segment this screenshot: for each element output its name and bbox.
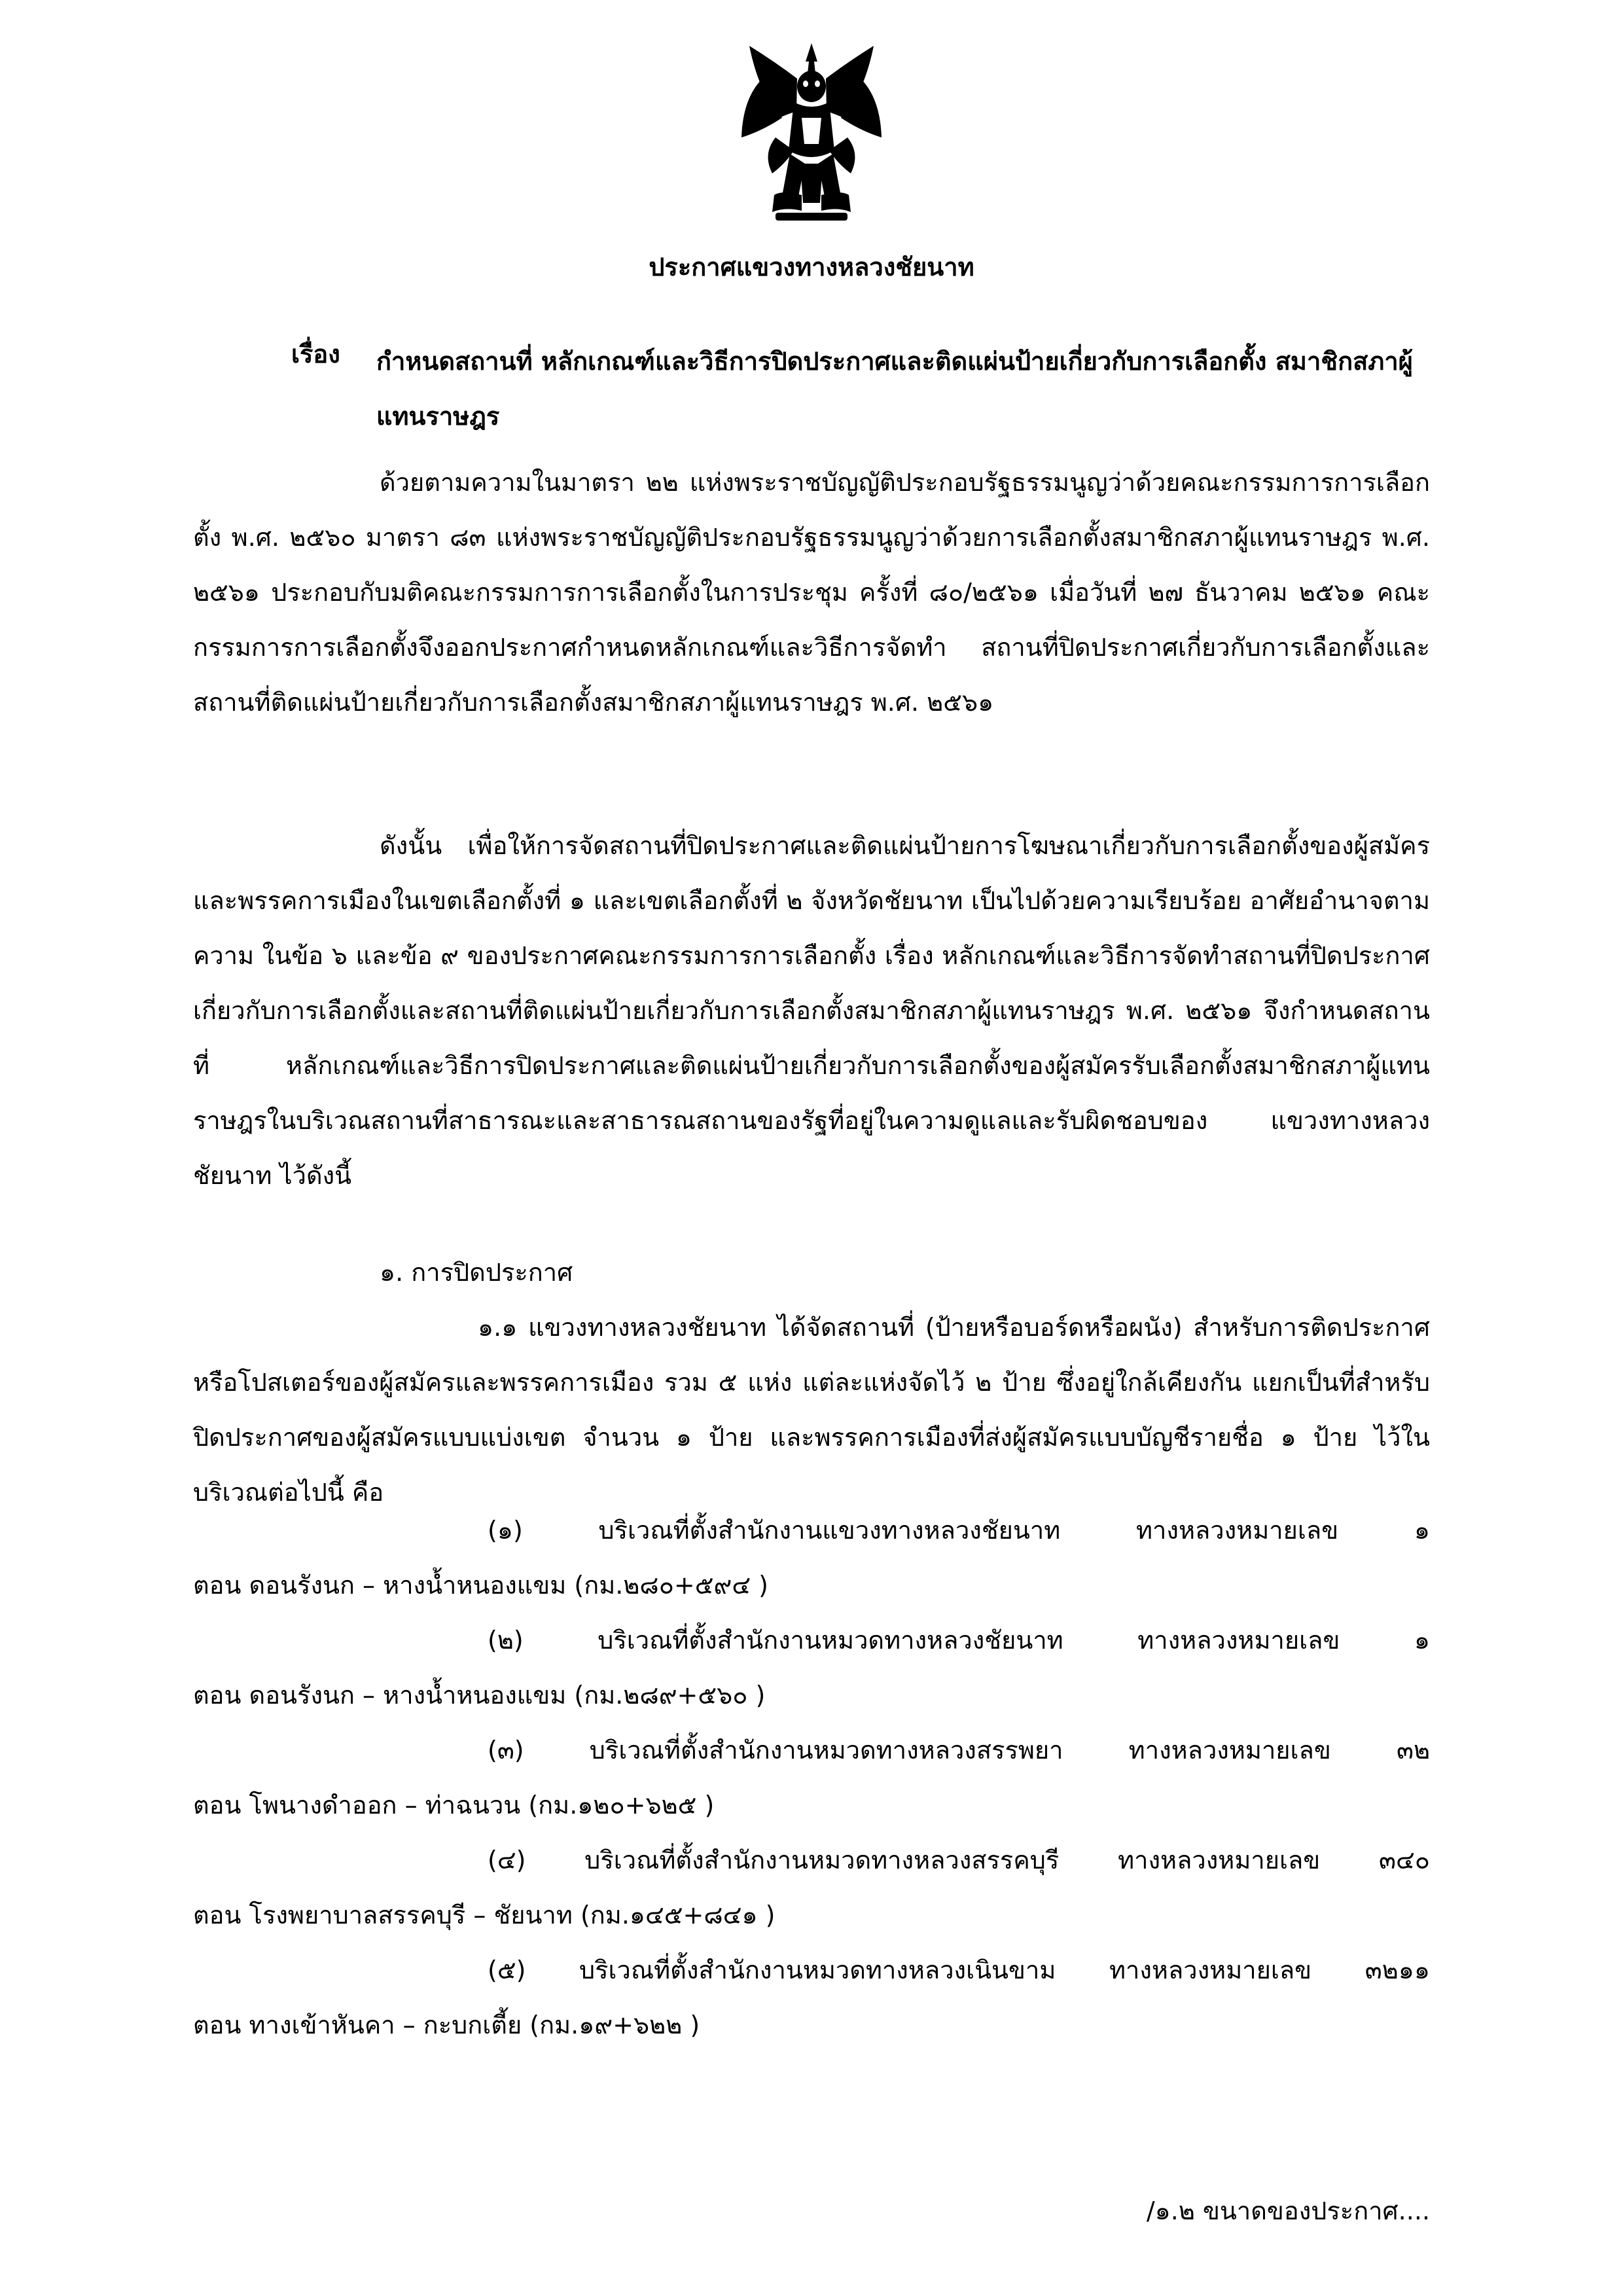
subject-text: กำหนดสถานที่ หลักเกณฑ์และวิธีการปิดประกาศและติดแผ่นป้ายเกี่ยวกับการเลือกตั้ง สมาชิกสภาผู้แทนราษฎร bbox=[376, 347, 1413, 431]
location-item bbox=[193, 1503, 1430, 1613]
location-line-2: ตอน ดอนรังนก – หางน้ำหนองแขม (กม.๒๘๐+๕๙๔ ) bbox=[193, 1571, 769, 1600]
subject-label: เรื่อง bbox=[291, 340, 340, 368]
location-item bbox=[193, 1613, 1430, 1723]
continuation-note: /๑.๒ ขนาดของประกาศ.... bbox=[1146, 2197, 1430, 2225]
garuda-emblem-icon bbox=[736, 39, 887, 229]
location-item bbox=[193, 1943, 1430, 2053]
location-line-1: (๕) บริเวณที่ตั้งสำนักงานหมวดทางหลวงเนินขาม ทางหลวงหมายเลข ๓๒๑๑ bbox=[488, 1956, 1430, 1984]
location-line-2: ตอน โรงพยาบาลสรรคบุรี – ชัยนาท (กม.๑๔๕+๘๔๑ ) bbox=[193, 1901, 776, 1929]
page-title: ประกาศแขวงทางหลวงชัยนาท bbox=[649, 253, 974, 281]
location-line-1: (๑) บริเวณที่ตั้งสำนักงานแขวงทางหลวงชัยนาท ทางหลวงหมายเลข ๑ bbox=[488, 1516, 1430, 1545]
section-1-1: ๑.๑ แขวงทางหลวงชัยนาท ได้จัดสถานที่ (ป้ายหรือบอร์ดหรือผนัง) สำหรับการติดประกาศ หรือโปสเตอร์ของผู้สมัครและพรรคการเมือง รวม ๕ แห่ง แต่ละแห่งจัดไว้ ๒ ป้าย ซึ่งอยู่ใกล้เคียงกัน แยกเป็นที่สำหรับปิดประกาศของผู้สมัครแบบแบ่งเขต จำนวน ๑ ป้าย และพรรคการเมืองที่ส่งผู้สมัครแบบบัญชีรายชื่อ ๑ ป้าย ไว้ในบริเวณต่อไปนี้ คือ bbox=[193, 1313, 1430, 1507]
location-item bbox=[193, 1833, 1430, 1943]
paragraph-purpose: ดังนั้น เพื่อให้การจัดสถานที่ปิดประกาศและติดแผ่นป้ายการโฆษณาเกี่ยวกับการเลือกตั้งของผู้สมัคร และพรรคการเมืองในเขตเลือกตั้งที่ ๑ และเขตเลือกตั้งที่ ๒ จังหวัดชัยนาท เป็นไปด้วยความเรียบร้อย อาศัยอำนาจตามความ ในข้อ ๖ และข้อ ๙ ของประกาศคณะกรรมการการเลือกตั้ง เรื่อง หลักเกณฑ์และวิธีการจัดทำสถานที่ปิดประกาศเกี่ยวกับการเลือกตั้งและสถานที่ติดแผ่นป้ายเกี่ยวกับการเลือกตั้งสมาชิกสภาผู้แทนราษฎร พ.ศ. ๒๕๖๑ จึงกำหนดสถานที่ หลักเกณฑ์และวิธีการปิดประกาศและติดแผ่นป้ายเกี่ยวกับการเลือกตั้งของผู้สมัครรับเลือกตั้งสมาชิกสภาผู้แทนราษฎรในบริเวณสถานที่สาธารณะและสาธารณสถานของรัฐที่อยู่ในความดูแลและรับผิดชอบของ แขวงทางหลวงชัยนาท ไว้ดังนี้ bbox=[193, 831, 1430, 1190]
location-line-1: (๒) บริเวณที่ตั้งสำนักงานหมวดทางหลวงชัยนาท ทางหลวงหมายเลข ๑ bbox=[488, 1626, 1430, 1655]
location-line-2: ตอน โพนางดำออก – ท่าฉนวน (กม.๑๒๐+๖๒๕ ) bbox=[193, 1791, 715, 1820]
location-line-2: ตอน ทางเข้าหันคา – กะบกเตี้ย (กม.๑๙+๖๒๒ ) bbox=[193, 2011, 700, 2039]
paragraph-preamble: ด้วยตามความในมาตรา ๒๒ แห่งพระราชบัญญัติประกอบรัฐธรรมนูญว่าด้วยคณะกรรมการการเลือกตั้ง พ.ศ. ๒๕๖๐ มาตรา ๘๓ แห่งพระราชบัญญัติประกอบรัฐธรรมนูญว่าด้วยการเลือกตั้งสมาชิกสภาผู้แทนราษฎร พ.ศ. ๒๕๖๑ ประกอบกับมติคณะกรรมการการเลือกตั้งในการประชุม ครั้งที่ ๘๐/๒๕๖๑ เมื่อวันที่ ๒๗ ธันวาคม ๒๕๖๑ คณะกรรมการการเลือกตั้งจึงออกประกาศกำหนดหลักเกณฑ์และวิธีการจัดทำ สถานที่ปิดประกาศเกี่ยวกับการเลือกตั้งและสถานที่ติดแผ่นป้ายเกี่ยวกับการเลือกตั้งสมาชิกสภาผู้แทนราษฎร พ.ศ. ๒๕๖๑ bbox=[193, 468, 1430, 717]
location-item bbox=[193, 1723, 1430, 1833]
location-line-1: (๔) บริเวณที่ตั้งสำนักงานหมวดทางหลวงสรรคบุรี ทางหลวงหมายเลข ๓๔๐ bbox=[488, 1846, 1430, 1874]
location-line-1: (๓) บริเวณที่ตั้งสำนักงานหมวดทางหลวงสรรพยา ทางหลวงหมายเลข ๓๒ bbox=[488, 1736, 1430, 1765]
location-line-2: ตอน ดอนรังนก – หางน้ำหนองแขม (กม.๒๘๙+๕๖๐ ) bbox=[193, 1681, 766, 1710]
section-heading: ๑. การปิดประกาศ bbox=[380, 1258, 573, 1287]
